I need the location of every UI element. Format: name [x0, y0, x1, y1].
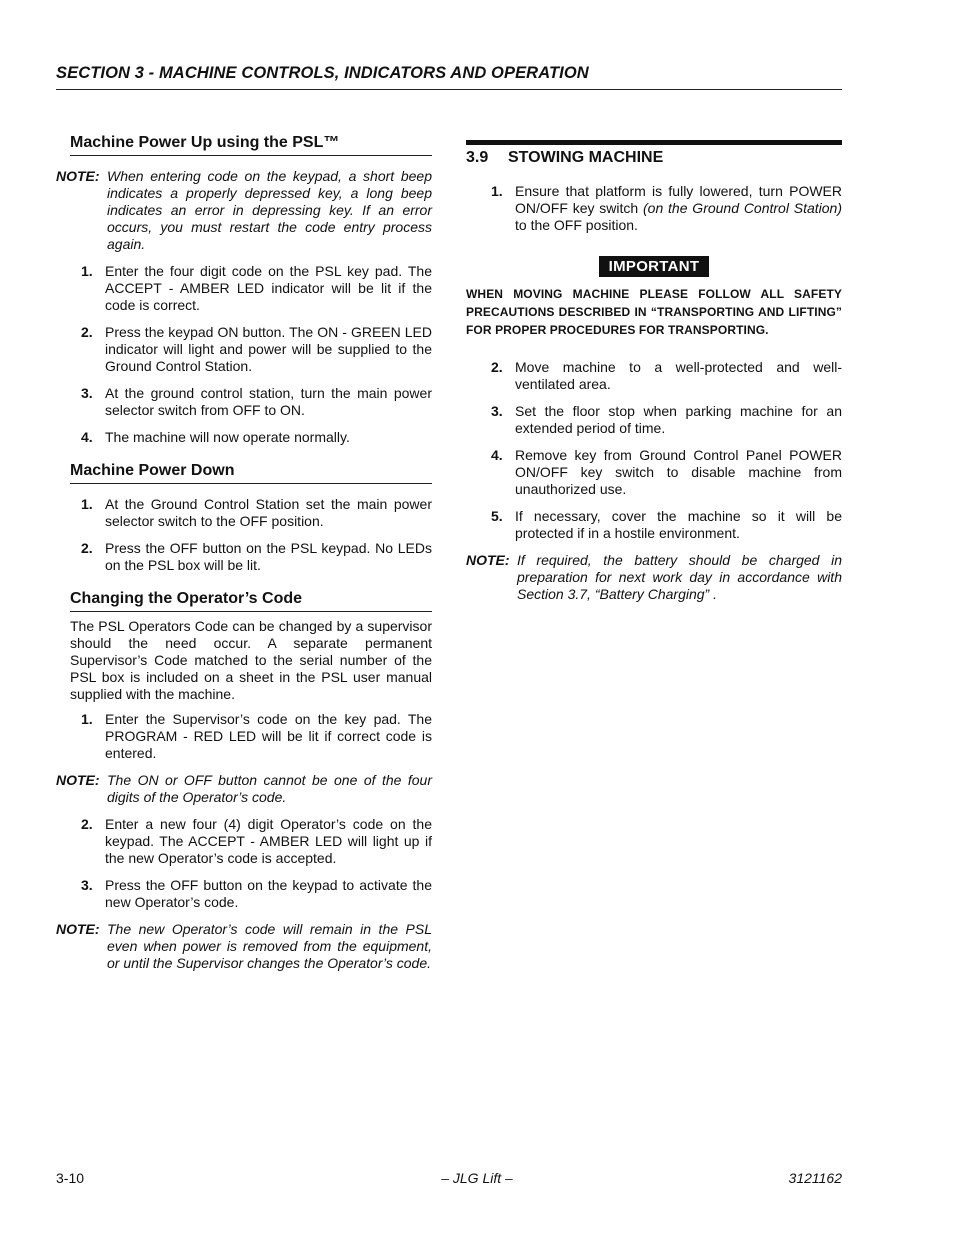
- step-text: At the ground control station, turn the main power selector switch from OFF to ON.: [105, 385, 432, 418]
- list-item: [466, 447, 842, 498]
- important-badge: IMPORTANT: [599, 256, 710, 277]
- step-number: 3.: [81, 385, 93, 401]
- step-text: Press the OFF button on the PSL keypad. No LEDs on the PSL box will be lit.: [105, 540, 432, 573]
- section-title: STOWING MACHINE: [508, 149, 664, 166]
- step-text: Enter the four digit code on the PSL key pad. The ACCEPT - AMBER LED indicator will be lit if the code is correct.: [105, 263, 432, 313]
- important-text: WHEN MOVING MACHINE PLEASE FOLLOW ALL SAFETY PRECAUTIONS DESCRIBED IN “TRANSPORTING AND LIFTING” FOR PROPER PROCEDURES FOR TRANSPORTING.: [466, 287, 842, 337]
- step-text: Remove key from Ground Control Panel POWER ON/OFF key switch to disable machine from unauthorized use.: [515, 447, 842, 497]
- step-number: 4.: [81, 429, 93, 445]
- document-number: 3121162: [788, 1170, 842, 1186]
- step-text: Enter the Supervisor’s code on the key pad. The PROGRAM - RED LED will be lit if correct code is entered.: [105, 711, 432, 761]
- step-text-part: Ensure that platform is fully lowered, turn POWER ON/OFF key switch: [515, 183, 842, 216]
- note-label: NOTE:: [466, 552, 510, 568]
- step-text: [515, 183, 842, 234]
- step-text: Set the floor stop when parking machine for an extended period of time.: [515, 403, 842, 436]
- list-item: [56, 385, 432, 419]
- list-item: [56, 429, 432, 446]
- step-number: 1.: [81, 496, 93, 512]
- list-item: [466, 508, 842, 542]
- page-number: 3-10: [56, 1170, 85, 1186]
- step-text: Enter a new four (4) digit Operator’s code on the keypad. The ACCEPT - AMBER LED will light up if the new Operator’s code is accepted.: [105, 816, 432, 866]
- step-number: 3.: [81, 877, 93, 893]
- step-number: 3.: [491, 403, 503, 419]
- list-item: [56, 263, 432, 314]
- section-number: 3.9: [466, 149, 489, 166]
- operator-code-intro: The PSL Operators Code can be changed by a supervisor should the need occur. A separate permanent Supervisor’s Code matched to the serial number of the PSL box is included on a sheet in the PSL user manual supplied with the machine.: [70, 618, 432, 702]
- heading-stowing-machine: [466, 140, 842, 167]
- step-text: If necessary, cover the machine so it will be protected if in a hostile environment.: [515, 508, 842, 541]
- left-column: [56, 134, 432, 982]
- step-text: Press the OFF button on the keypad to activate the new Operator’s code.: [105, 877, 432, 910]
- list-item: [56, 324, 432, 375]
- step-number: 2.: [81, 324, 93, 340]
- note-label: NOTE:: [56, 921, 100, 937]
- list-item: [56, 496, 432, 530]
- step-text: Move machine to a well-protected and well-ventilated area.: [515, 359, 842, 392]
- note-code-retention: [56, 921, 432, 972]
- note-keypad-beep: [56, 168, 432, 253]
- list-item: [466, 183, 842, 234]
- step-number: 5.: [491, 508, 503, 524]
- step-number: 2.: [491, 359, 503, 375]
- note-text: The ON or OFF button cannot be one of the four digits of the Operator’s code.: [107, 772, 432, 805]
- step-text-emphasis: (on the Ground Control Station): [643, 200, 842, 216]
- heading-power-down: Machine Power Down: [70, 462, 432, 484]
- step-number: 2.: [81, 816, 93, 832]
- step-text: At the Ground Control Station set the main power selector switch to the OFF position.: [105, 496, 432, 529]
- step-text: Press the keypad ON button. The ON - GREEN LED indicator will light and power will be supplied to the Ground Control Station.: [105, 324, 432, 374]
- note-text: When entering code on the keypad, a short beep indicates a properly depressed key, a long beep indicates an error in depressing key. If an error occurs, you must restart the code entry process again.: [107, 168, 432, 252]
- list-item: [466, 403, 842, 437]
- note-label: NOTE:: [56, 168, 100, 184]
- heading-operator-code: Changing the Operator’s Code: [70, 590, 432, 612]
- footer-brand: – JLG Lift –: [441, 1170, 513, 1186]
- list-item: [56, 816, 432, 867]
- section-header: SECTION 3 - MACHINE CONTROLS, INDICATORS AND OPERATION: [56, 64, 842, 90]
- step-text: The machine will now operate normally.: [105, 429, 350, 445]
- list-item: [56, 711, 432, 762]
- list-item: [56, 877, 432, 911]
- right-column: [466, 140, 842, 613]
- note-text: If required, the battery should be charged in preparation for next work day in accordance with Section 3.7, “Battery Charging” .: [517, 552, 842, 602]
- step-number: 1.: [491, 183, 503, 199]
- note-label: NOTE:: [56, 772, 100, 788]
- note-text: The new Operator’s code will remain in the PSL even when power is removed from the equipment, or until the Supervisor changes the Operator’s code.: [107, 921, 432, 971]
- note-on-off: [56, 772, 432, 806]
- step-number: 4.: [491, 447, 503, 463]
- step-number: 1.: [81, 263, 93, 279]
- list-item: [466, 359, 842, 393]
- list-item: [56, 540, 432, 574]
- step-text-part: to the OFF position.: [515, 217, 638, 233]
- important-callout: [466, 256, 842, 277]
- note-battery: [466, 552, 842, 603]
- heading-power-up: Machine Power Up using the PSL™: [70, 134, 432, 156]
- step-number: 2.: [81, 540, 93, 556]
- step-number: 1.: [81, 711, 93, 727]
